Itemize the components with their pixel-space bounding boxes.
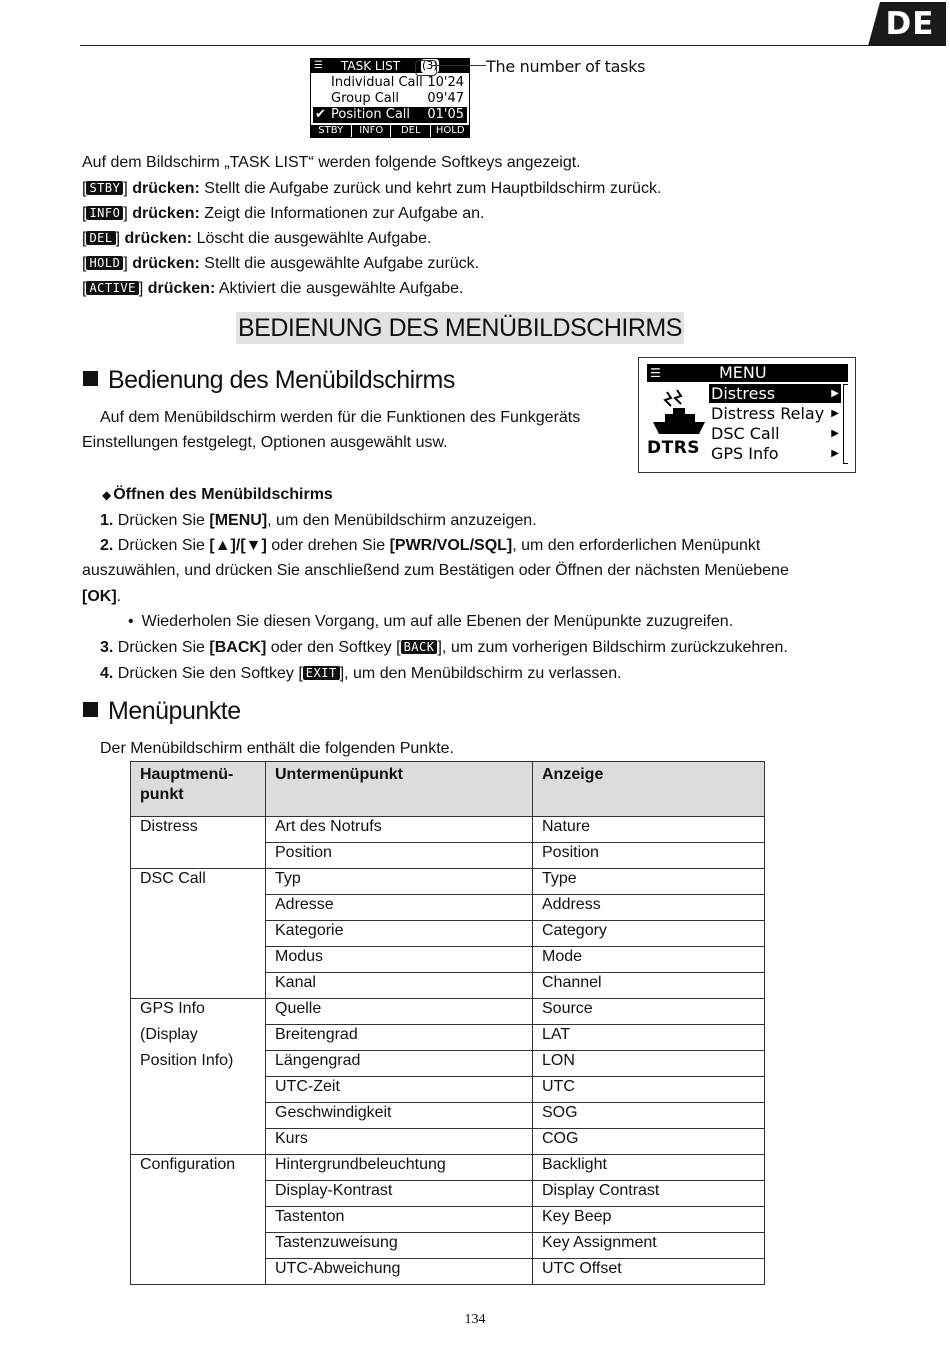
table-row [131,869,765,895]
submenu-cell: Display-Kontrast [266,1181,533,1207]
table-row [131,921,765,947]
menu-items-table [130,761,765,1285]
task-label: Group Call [331,91,399,106]
square-bullet-icon [83,371,98,386]
softkey-hold[interactable]: HOLD [430,125,471,137]
softkey-explanation: [ HOLD ] drücken: Stellt die ausgewählte Aufgabe zurück. [82,255,480,272]
main-menu-cell: Distress [131,817,266,843]
table-row [131,1077,765,1103]
main-menu-cell: GPS Info [131,999,266,1025]
table-row [131,817,765,843]
table-row [131,1103,765,1129]
softkey-chip: ACTIVE [86,281,138,295]
softkey-description: Stellt die Aufgabe zurück und kehrt zum Hauptbildschirm zurück. [204,180,662,197]
table-row [131,1155,765,1181]
display-cell: Key Assignment [533,1233,765,1259]
menu-item-label: Distress [711,384,776,403]
softkey-explanation: [ INFO ] drücken: Zeigt die Informationen zur Aufgabe an. [82,205,485,222]
open-menu-heading [102,485,333,505]
submenu-cell: Position [266,843,533,869]
display-cell: UTC Offset [533,1259,765,1285]
action-word: drücken: [132,255,200,272]
bullet-dot: • [128,613,134,630]
table-row [131,1051,765,1077]
main-menu-cell [131,895,266,921]
step-2-line-2: auszuwählen, und drücken Sie anschließend zum Bestätigen oder Öffnen der nächsten Menüebene [82,562,789,579]
softkey-info[interactable]: INFO [351,125,392,137]
main-menu-cell [131,1077,266,1103]
softkey-explanation: [ STBY ] drücken: Stellt die Aufgabe zurück und kehrt zum Hauptbildschirm zurück. [82,180,662,197]
submenu-cell: Modus [266,947,533,973]
submenu-cell: Kategorie [266,921,533,947]
task-list-title: TASK LIST [341,59,401,73]
subsection-title-text: Bedienung des Menübildschirms [108,366,455,394]
submenu-cell: Quelle [266,999,533,1025]
action-word: drücken: [147,280,216,297]
softkey-explanation: [ ACTIVE ] drücken: Aktiviert die ausgewählte Aufgabe. [82,280,464,297]
task-list-screen [310,58,470,138]
header-display: Anzeige [533,762,765,817]
submenu-cell: Kurs [266,1129,533,1155]
task-row[interactable] [313,75,467,91]
callout-line [432,65,486,66]
menu-screen [647,364,848,464]
intro-line-2: Einstellungen festgelegt, Optionen ausgewählt usw. [82,434,448,451]
table-row [131,999,765,1025]
softkey-chip: DEL [86,231,115,245]
submenu-cell: Adresse [266,895,533,921]
intro-line-1: Auf dem Menübildschirm werden für die Funktionen des Funkgeräts [100,409,581,426]
main-menu-cell [131,921,266,947]
main-menu-cell: Configuration [131,1155,266,1181]
menu-item[interactable] [709,384,841,403]
menu-item-label: GPS Info [711,444,779,463]
main-menu-cell [131,1103,266,1129]
callout-label: The number of tasks [486,57,646,76]
softkey-chip: STBY [86,181,123,195]
softkey-intro: Auf dem Bildschirm „TASK LIST“ werden folgende Softkeys angezeigt. [82,154,581,171]
task-time: 10'24 [427,75,464,90]
main-menu-cell: (Display [131,1025,266,1051]
table-row [131,1129,765,1155]
submenu-cell: Kanal [266,973,533,999]
main-menu-cell [131,843,266,869]
display-cell: Backlight [533,1155,765,1181]
task-count: (3) [422,59,438,72]
display-cell: Key Beep [533,1207,765,1233]
main-menu-cell [131,973,266,999]
open-menu-heading-text: Öffnen des Menübildschirms [113,486,333,503]
language-badge [868,2,946,46]
display-cell: Position [533,843,765,869]
action-word: drücken: [132,180,200,197]
task-label: Position Call [331,107,411,122]
step-1: 1. Drücken Sie [MENU], um den Menübildschirm anzuzeigen. [100,512,537,529]
softkey-chip: INFO [86,206,123,220]
header-main: Hauptmenü- punkt [131,762,266,817]
main-menu-cell [131,947,266,973]
main-menu-cell [131,1181,266,1207]
repeat-note: • Wiederholen Sie diesen Vorgang, um auf alle Ebenen der Menüpunkte zuzugreifen. [128,613,734,630]
table-row [131,895,765,921]
display-cell: Source [533,999,765,1025]
submenu-cell: Typ [266,869,533,895]
page-number: 134 [464,1312,486,1327]
softkey-explanation: [ DEL ] drücken: Löscht die ausgewählte Aufgabe. [82,230,432,247]
display-cell: Category [533,921,765,947]
main-menu-cell [131,1259,266,1285]
softkey-stby[interactable]: STBY [318,125,344,136]
step-4: 4. Drücken Sie den Softkey [ EXIT ], um den Menübildschirm zu verlassen. [100,665,622,682]
menu-item[interactable] [709,424,841,443]
display-cell: Type [533,869,765,895]
task-label: Individual Call [331,75,423,90]
main-menu-cell: Position Info) [131,1051,266,1077]
table-row [131,973,765,999]
softkey-chip: HOLD [86,256,123,270]
main-menu-cell: DSC Call [131,869,266,895]
table-row [131,1181,765,1207]
step-2: 2. Drücken Sie [▲]/[▼] oder drehen Sie [PWR/VOL/SQL], um den erforderlichen Menüpunkt [100,537,761,554]
subsection-title-text: Menüpunkte [108,697,241,725]
submenu-cell: UTC-Zeit [266,1077,533,1103]
display-cell: SOG [533,1103,765,1129]
submenu-cell: Längengrad [266,1051,533,1077]
menu-logo-text: DTRS [647,438,701,458]
submenu-cell: Tastenton [266,1207,533,1233]
menu-title: MENU [719,364,767,382]
task-row[interactable] [313,91,467,107]
task-time: 01'05 [427,107,464,122]
display-cell: Address [533,895,765,921]
step-2-line-3: [OK]. [82,588,122,605]
main-menu-cell [131,1233,266,1259]
display-cell: LAT [533,1025,765,1051]
table-row [131,843,765,869]
menu-lines-icon: ☰ [314,60,323,71]
ship-icon [651,388,707,436]
display-cell: Display Contrast [533,1181,765,1207]
menu-screen-frame [638,357,856,473]
back-softkey: BACK [401,640,438,654]
menu-scrollbar[interactable] [843,384,848,464]
softkey-description: Löscht die ausgewählte Aufgabe. [196,230,432,247]
menu-item[interactable] [709,404,841,423]
menu-item[interactable] [709,444,841,463]
diamond-bullet-icon: ◆ [102,488,112,502]
task-row[interactable] [313,107,467,123]
submenu-cell: Tastenzuweisung [266,1233,533,1259]
chevron-right-icon: ▶ [831,428,839,439]
chevron-right-icon: ▶ [831,448,839,459]
submenu-cell: Breitengrad [266,1025,533,1051]
submenu-cell: UTC-Abweichung [266,1259,533,1285]
submenu-cell: Art des Notrufs [266,817,533,843]
table-intro: Der Menübildschirm enthält die folgenden Punkte. [100,740,454,757]
table-row [131,947,765,973]
main-menu-cell [131,1207,266,1233]
action-word: drücken: [124,230,193,247]
chevron-right-icon: ▶ [831,408,839,419]
subsection-title-items [83,695,241,727]
display-cell: UTC [533,1077,765,1103]
table-row [131,1233,765,1259]
display-cell: Mode [533,947,765,973]
menu-lines-icon: ☰ [650,366,661,380]
display-cell: Channel [533,973,765,999]
table-row [131,1207,765,1233]
table-header-row [131,762,765,817]
display-cell: LON [533,1051,765,1077]
menu-item-label: Distress Relay [711,404,825,423]
square-bullet-icon [83,702,98,717]
display-cell: Nature [533,817,765,843]
header-rule [80,45,880,46]
softkey-description: Aktiviert die ausgewählte Aufgabe. [218,280,464,297]
step-3: 3. Drücken Sie [BACK] oder den Softkey [ BACK ], um zum vorherigen Bildschirm zurückzukehren. [100,639,788,656]
action-word: drücken: [132,205,200,222]
check-icon: ✔ [315,107,326,122]
exit-softkey: EXIT [303,666,340,680]
table-row [131,1025,765,1051]
softkey-description: Zeigt die Informationen zur Aufgabe an. [204,205,485,222]
language-badge-label: DE [885,6,935,42]
header-sub: Untermenüpunkt [266,762,533,817]
callout-bracket [415,60,437,76]
softkey-del[interactable]: DEL [390,125,431,137]
submenu-cell: Hintergrundbeleuchtung [266,1155,533,1181]
softkey-description: Stellt die ausgewählte Aufgabe zurück. [204,255,480,272]
display-cell: COG [533,1129,765,1155]
submenu-cell: Geschwindigkeit [266,1103,533,1129]
table-row [131,1259,765,1285]
subsection-title-operation [83,364,455,396]
chevron-right-icon: ▶ [831,388,839,399]
task-time: 09'47 [427,91,464,106]
section-title: BEDIENUNG DES MENÜBILDSCHIRMS [238,314,682,342]
menu-item-label: DSC Call [711,424,780,443]
main-menu-cell [131,1129,266,1155]
